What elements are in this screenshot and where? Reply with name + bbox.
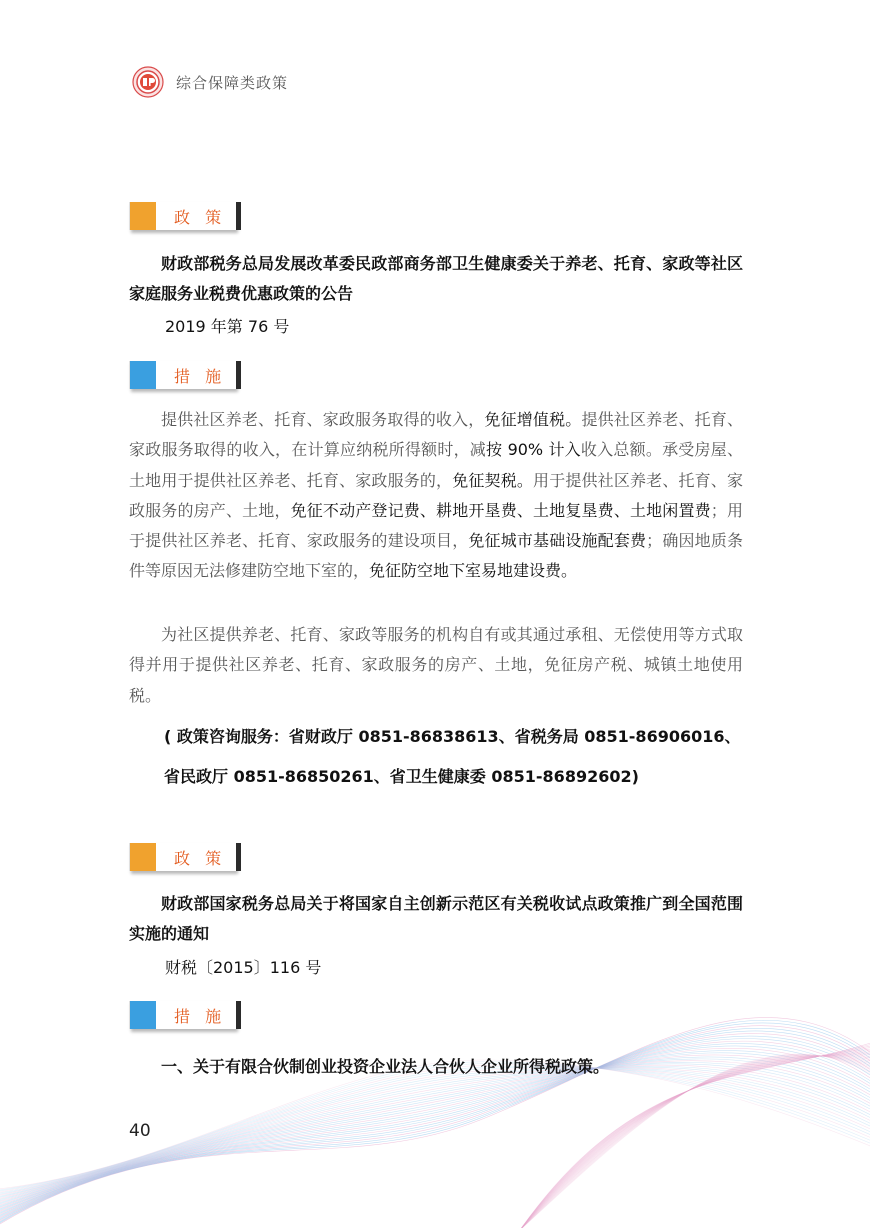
tag-edge [236, 202, 241, 230]
paragraph-text: 用于提供社区养老、托育、家政服务的房产、土地， [129, 470, 743, 520]
highlight-text: 免征防空地下室易地建设费。 [369, 561, 578, 581]
document-number: 财税〔2015〕116 号 [165, 958, 322, 977]
tag-block [130, 361, 156, 389]
document-number: 2019 年第 76 号 [165, 317, 290, 336]
policy-tag [129, 843, 236, 871]
highlight-text: 免征增值税。 [484, 410, 582, 429]
contact-line: ( 政策咨询服务：省财政厅 0851-86838613、省税务局 0851-86906016、 [164, 727, 741, 746]
paragraph-text: 提供社区养老、托育、家政服务取得的收入， [161, 410, 485, 429]
paragraph-text: 收入总额。承受房屋、土地用于提供社区养老、托育、家政服务的， [129, 440, 743, 490]
emblem-logo-icon [132, 66, 164, 98]
measure-item: 一、关于有限合伙制创业投资企业法人合伙人企业所得税政策。 [161, 1057, 610, 1076]
measure-paragraph [129, 405, 743, 587]
tag-edge [236, 843, 241, 871]
measure-tag [129, 361, 236, 389]
tag-edge [236, 1001, 241, 1029]
paragraph-text: 提供社区养老、托育、家政服务取得的收入，在计算应纳税所得额时，减 [129, 410, 743, 460]
tag-edge [236, 361, 241, 389]
header-title: 综合保障类政策 [176, 73, 289, 92]
highlight-text: 免征契税。 [452, 470, 534, 490]
measure-tag-label: 措 施 [174, 367, 227, 386]
policy-tag [129, 202, 236, 230]
measure-paragraph-2: 为社区提供养老、托育、家政等服务的机构自有或其通过承租、无偿使用等方式取得并用于提供社区养老、托育、家政服务的房产、土地，免征房产税、城镇土地使用税。 [129, 625, 743, 705]
measure-tag-label: 措 施 [174, 1007, 227, 1026]
policy-title: 财政部国家税务总局关于将国家自主创新示范区有关税收试点政策推广到全国范围实施的通知 [129, 894, 743, 944]
page-header [132, 66, 288, 98]
paragraph-text: ；确因地质条件等原因无法修建防空地下室的， [129, 531, 743, 581]
tag-block [130, 1001, 156, 1029]
tag-block [130, 843, 156, 871]
contact-line: 省民政厅 0851-86850261、省卫生健康委 0851-86892602) [164, 767, 639, 786]
page-number: 40 [129, 1121, 151, 1141]
highlight-text: 免征不动产登记费、耕地开垦费、土地复垦费、土地闲置费 [290, 500, 711, 520]
policy-tag-label: 政 策 [174, 208, 227, 227]
paragraph-text: ；用于提供社区养老、托育、家政服务的建设项目， [129, 500, 743, 551]
highlight-text: 免征城市基础设施配套费 [468, 531, 647, 551]
policy-title: 财政部税务总局发展改革委民政部商务部卫生健康委关于养老、托育、家政等社区家庭服务业税费优惠政策的公告 [129, 254, 743, 304]
measure-tag [129, 1001, 236, 1029]
policy-tag-label: 政 策 [174, 849, 227, 868]
highlight-text: 按 90% 计入 [486, 440, 581, 460]
tag-block [130, 202, 156, 230]
